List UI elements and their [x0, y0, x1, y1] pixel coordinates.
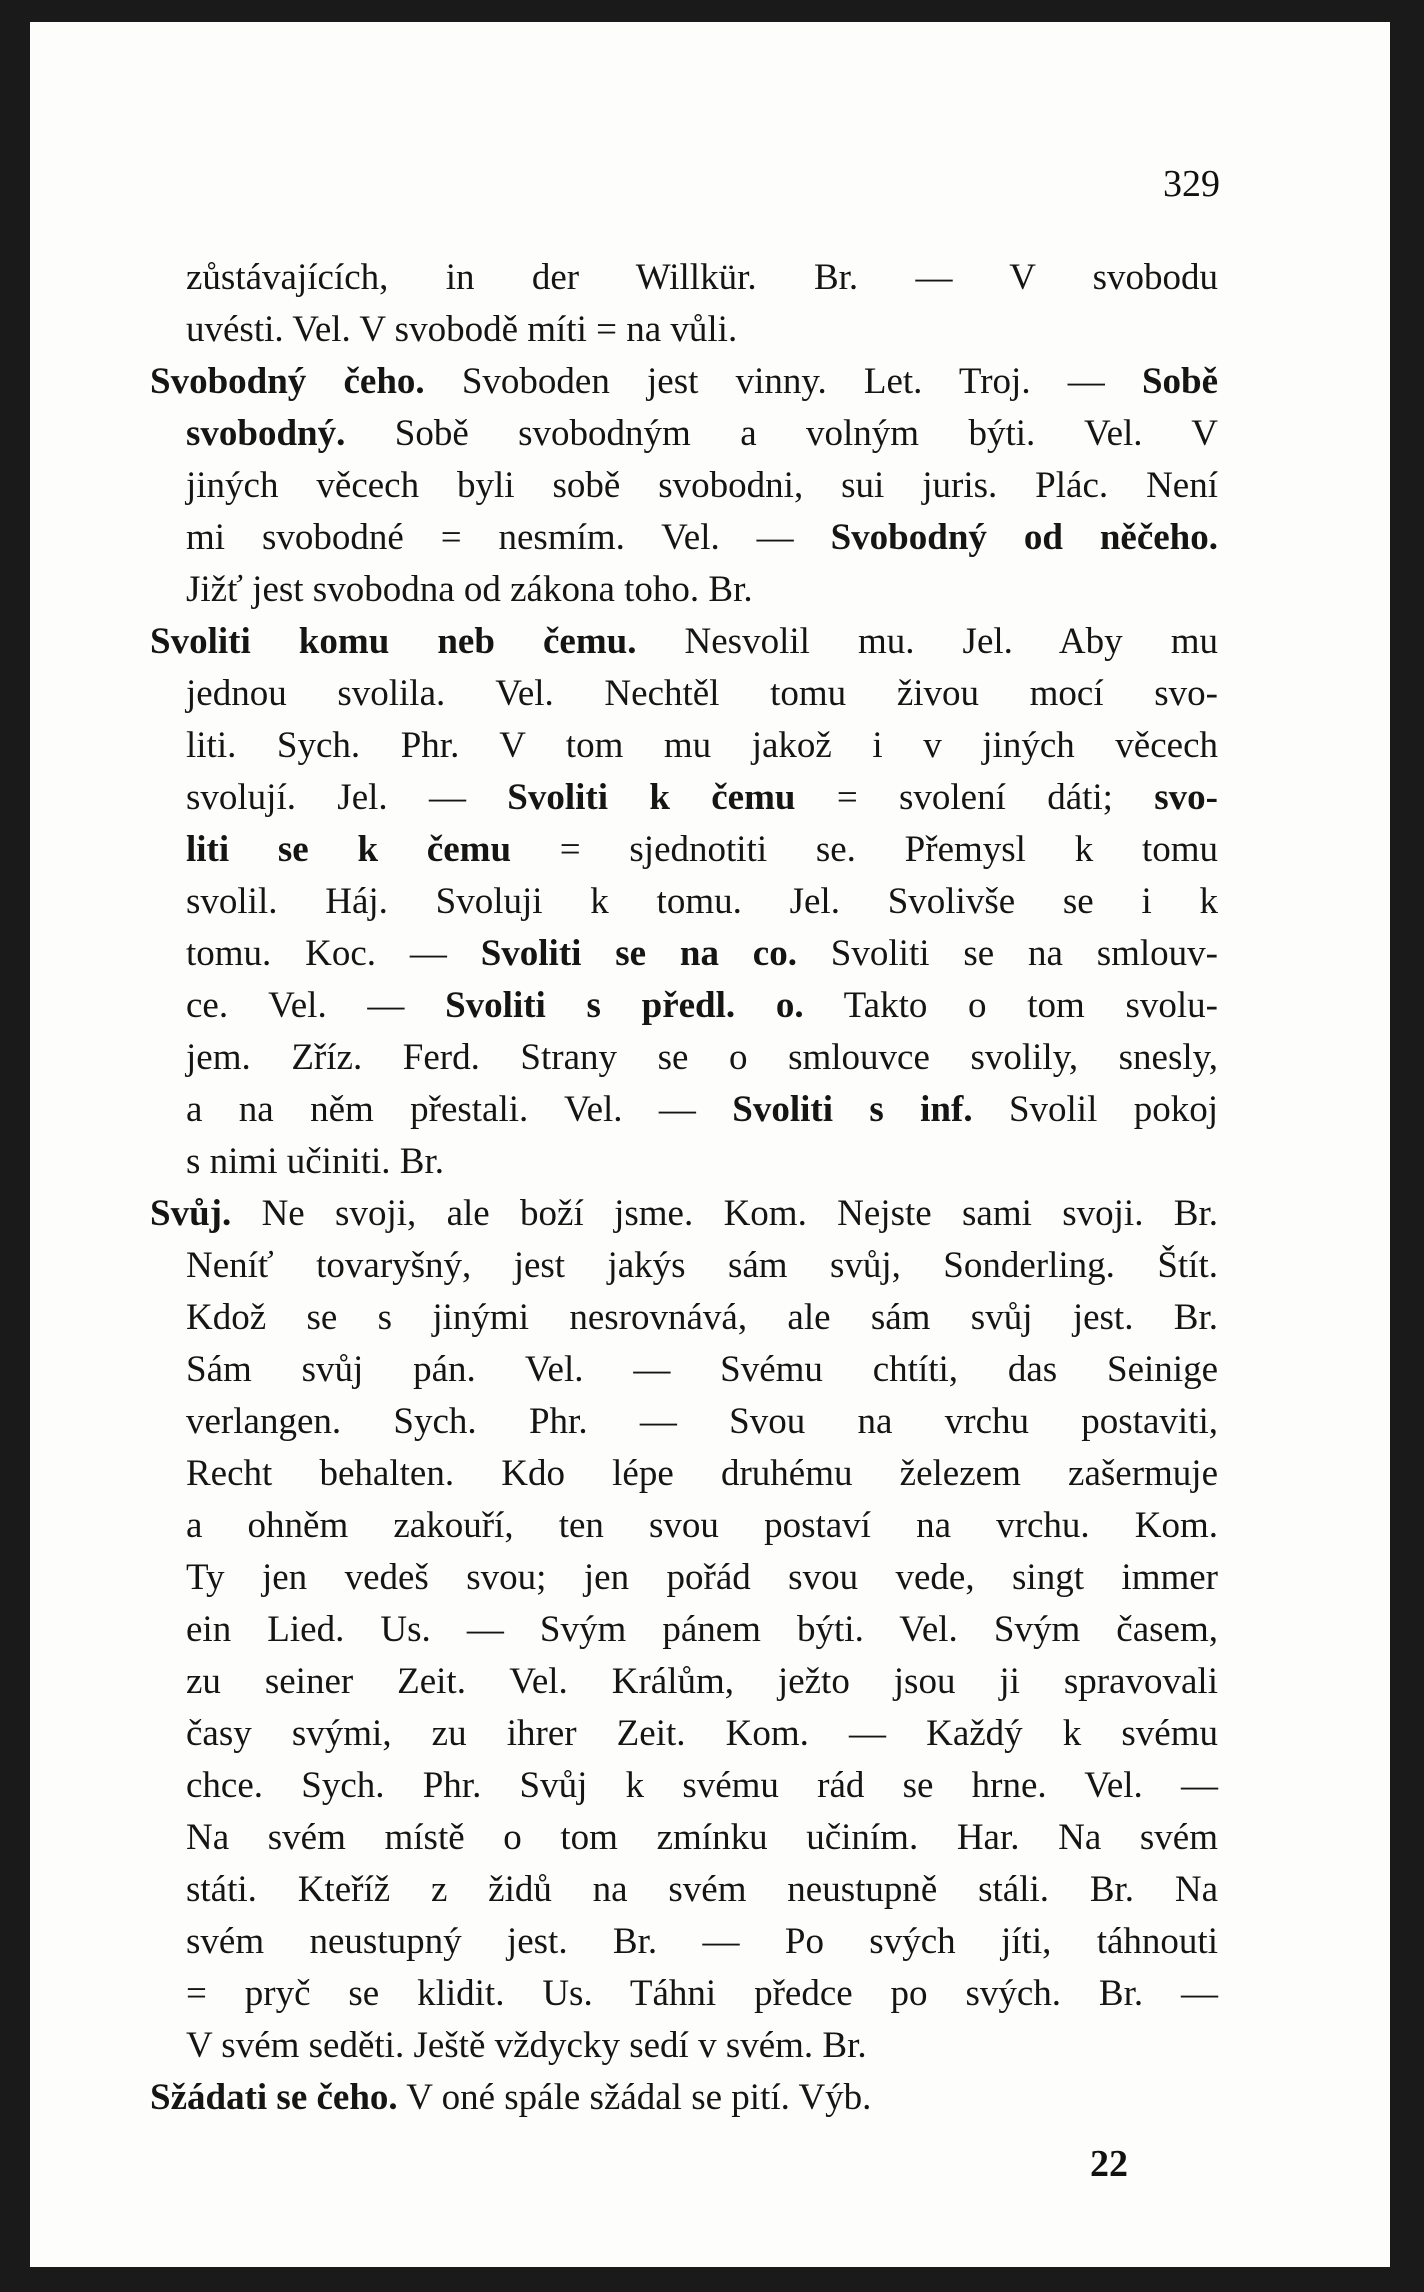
dictionary-text — [150, 252, 1218, 2124]
text-run: zůstávajících, in der Willkür. Br. — V svobodu — [186, 257, 1218, 298]
headword: Svůj. — [150, 1193, 232, 1234]
text-run: Takto o tom svolu- — [803, 985, 1219, 1026]
text-run: jem. Zříz. Ferd. Strany se o smlouvce svolily, snesly, — [186, 1037, 1218, 1078]
text-run: = pryč se klidit. Us. Táhni předce po svých. Br. — — [186, 1973, 1218, 2014]
text-run: = sjednotiti se. Přemysl k tomu — [511, 829, 1219, 870]
text-line — [150, 1656, 1218, 1708]
text-run: Na svém místě o tom zmínku učiním. Har. Na svém — [186, 1817, 1218, 1858]
text-line — [150, 876, 1218, 928]
text-run: Ty jen vedeš svou; jen pořád svou vede, singt immer — [186, 1557, 1218, 1598]
headword: Sobě — [1141, 361, 1219, 402]
text-run: svém neustupný jest. Br. — Po svých jíti, táhnouti — [186, 1921, 1218, 1962]
headword: svo- — [1154, 777, 1219, 818]
text-run: Kdož se s jinými nesrovnává, ale sám svůj jest. Br. — [186, 1297, 1218, 1338]
text-line — [150, 1708, 1218, 1760]
text-run: Recht behalten. Kdo lépe druhému železem zašermuje — [186, 1453, 1218, 1494]
text-line — [150, 1240, 1218, 1292]
text-line — [150, 564, 1218, 616]
text-line — [150, 252, 1218, 304]
text-line — [150, 2020, 1218, 2072]
text-run: s nimi učiniti. Br. — [186, 1141, 444, 1182]
text-line — [150, 1552, 1218, 1604]
headword: liti se k čemu — [186, 829, 512, 870]
headword: Svoliti komu neb čemu. — [150, 621, 637, 662]
headword: Svoliti se na co. — [480, 933, 797, 974]
text-run: státi. Kteříž z židů na svém neustupně stáli. Br. Na — [186, 1869, 1218, 1910]
text-run: Ne svoji, ale boží jsme. Kom. Nejste sami svoji. Br. — [231, 1193, 1218, 1234]
text-run: Sobě svobodným a volným býti. Vel. V — [345, 413, 1218, 454]
headword: Svoliti s předl. o. — [445, 985, 804, 1026]
text-run: zu seiner Zeit. Vel. Králům, ježto jsou ji spravovali — [186, 1661, 1218, 1702]
entry-headword-line — [150, 356, 1218, 408]
text-line — [150, 1760, 1218, 1812]
page-number: 329 — [1163, 163, 1220, 205]
text-line — [150, 1448, 1218, 1500]
text-run: Nesvolil mu. Jel. Aby mu — [636, 621, 1218, 662]
text-run: uvésti. Vel. V svobodě míti = na vůli. — [186, 309, 738, 350]
text-run: jednou svolila. Vel. Nechtěl tomu živou mocí svo- — [186, 673, 1218, 714]
text-run: = svolení dáti; — [795, 777, 1155, 818]
text-run: ce. Vel. — — [186, 985, 446, 1026]
text-line — [150, 1396, 1218, 1448]
text-line — [150, 1500, 1218, 1552]
text-run: Sám svůj pán. Vel. — Svému chtíti, das Seinige — [186, 1349, 1218, 1390]
text-line — [150, 1084, 1218, 1136]
text-run: časy svými, zu ihrer Zeit. Kom. — Každý k svému — [186, 1713, 1218, 1754]
text-line — [150, 668, 1218, 720]
headword: Svobodný čeho. — [150, 361, 425, 402]
text-line — [150, 1604, 1218, 1656]
text-run: liti. Sych. Phr. V tom mu jakož i v jiných věcech — [186, 725, 1218, 766]
book-page — [30, 22, 1390, 2267]
text-run: V oné spále sžádal se pití. Výb. — [397, 2077, 872, 2118]
entry-headword-line — [150, 1188, 1218, 1240]
text-run: Svoliti se na smlouv- — [796, 933, 1219, 974]
entry-headword-line — [150, 2072, 1218, 2124]
text-run: jiných věcech byli sobě svobodni, sui juris. Plác. Není — [186, 465, 1218, 506]
text-line — [150, 1968, 1218, 2020]
text-line — [150, 1032, 1218, 1084]
headword: Sžádati se čeho. — [150, 2077, 398, 2118]
text-line — [150, 408, 1218, 460]
text-run: Neníť tovaryšný, jest jakýs sám svůj, Sonderling. Štít. — [186, 1245, 1218, 1286]
text-line — [150, 720, 1218, 772]
text-run: chce. Sych. Phr. Svůj k svému rád se hrne. Vel. — — [186, 1765, 1218, 1806]
text-run: verlangen. Sych. Phr. — Svou na vrchu postaviti, — [186, 1401, 1218, 1442]
text-run: Svoboden jest vinny. Let. Troj. — — [424, 361, 1142, 402]
text-run: tomu. Koc. — — [186, 933, 481, 974]
text-line — [150, 772, 1218, 824]
text-line — [150, 1136, 1218, 1188]
headword: svobodný. — [186, 413, 346, 454]
headword: Svobodný od něčeho. — [830, 517, 1218, 558]
entry-headword-line — [150, 616, 1218, 668]
text-line — [150, 824, 1218, 876]
text-run: a na něm přestali. Vel. — — [186, 1089, 733, 1130]
text-run: svolují. Jel. — — [186, 777, 508, 818]
text-run: a ohněm zakouří, ten svou postaví na vrchu. Kom. — [186, 1505, 1218, 1546]
text-line — [150, 512, 1218, 564]
headword: Svoliti k čemu — [507, 777, 796, 818]
text-run: Svolil pokoj — [972, 1089, 1218, 1130]
text-line — [150, 460, 1218, 512]
text-line — [150, 980, 1218, 1032]
text-run: V svém seděti. Ještě vždycky sedí v svém. Br. — [186, 2025, 867, 2066]
text-run: Jižť jest svobodna od zákona toho. Br. — [186, 569, 753, 610]
text-line — [150, 928, 1218, 980]
text-line — [150, 304, 1218, 356]
text-line — [150, 1292, 1218, 1344]
text-line — [150, 1344, 1218, 1396]
text-line — [150, 1916, 1218, 1968]
headword: Svoliti s inf. — [732, 1089, 973, 1130]
text-run: ein Lied. Us. — Svým pánem býti. Vel. Svým časem, — [186, 1609, 1218, 1650]
text-run: svolil. Háj. Svoluji k tomu. Jel. Svolivše se i k — [186, 881, 1218, 922]
printer-signature-mark: 22 — [1090, 2143, 1128, 2185]
text-line — [150, 1864, 1218, 1916]
text-line — [150, 1812, 1218, 1864]
text-run: mi svobodné = nesmím. Vel. — — [186, 517, 831, 558]
